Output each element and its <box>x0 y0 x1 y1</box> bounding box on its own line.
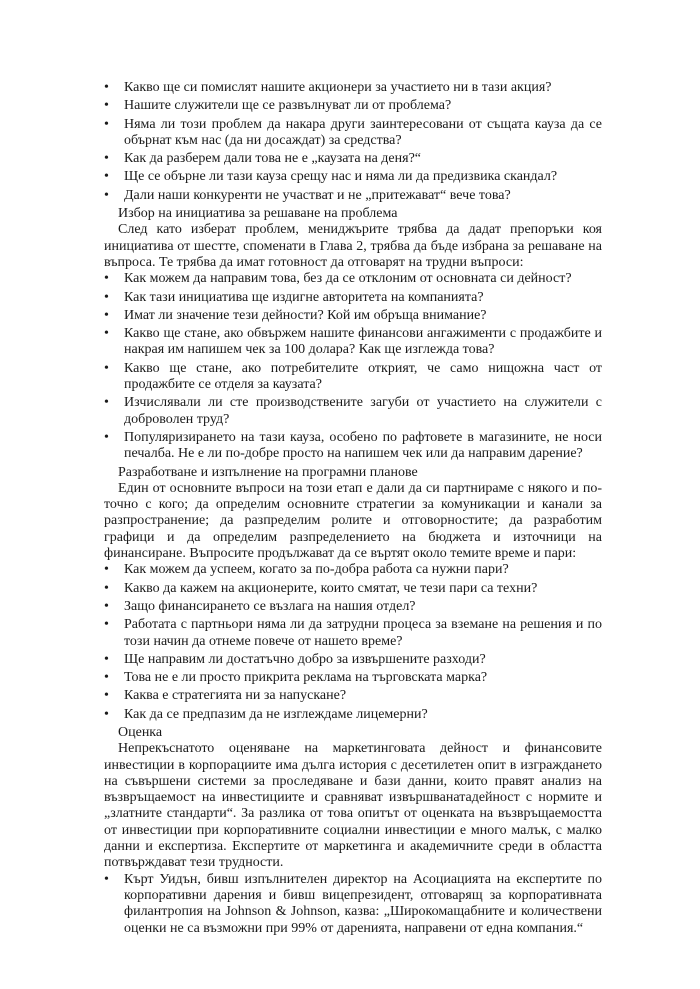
paragraph: Един от основните въпроси на този етап е дали да си партнираме с някого и по-точно с кого; да определим основните стратегии за комуникации и канали за разпространение; да разпределим ролите и отговорностите; да разработим графици и да определим разпределението на бюджета и източници на финансиране. Въпросите продължават да се въртят около темите време и пари: <box>104 480 602 562</box>
list-item: • Популяризирането на тази кауза, особено по рафтовете в магазините, не носи печалба. Не е ли по-добре просто на напишем чек или да направим дарение? <box>104 430 602 463</box>
list-item: • Как да се предпазим да не изглеждаме лицемерни? <box>104 707 602 723</box>
list-item: • Няма ли този проблем да накара други заинтересовани от същата кауза да се обърнат към нас (да ни досаждат) за средства? <box>104 117 602 150</box>
bullet-list-quote <box>104 872 602 937</box>
paragraph: След като изберат проблем, мениджърите трябва да дадат препоръки коя инициатива от шестте, споменати в Глава 2, трябва да бъде избрана за решаване на въпроса. Те трябва да имат готовност да отговарят на трудни въпроси: <box>104 222 602 270</box>
document-body <box>104 80 602 937</box>
list-item: • Това не е ли просто прикрита реклама на търговската марка? <box>104 670 602 686</box>
list-item: • Какво ще стане, ако потребителите открият, че само нищожна част от продажбите се отделя за каузата? <box>104 361 602 394</box>
section-heading: Разработване и изпълнение на програмни планове <box>118 464 418 480</box>
bullet-list-questions-initiative <box>104 271 602 462</box>
list-item: • Как да разберем дали това не е „каузата на деня?“ <box>104 151 602 167</box>
list-item: • Дали наши конкуренти не участват и не „притежават“ вече това? <box>104 188 602 204</box>
list-item: • Как тази инициатива ще издигне авторитета на компанията? <box>104 290 602 306</box>
list-item: • Ще направим ли достатъчно добро за извършените разходи? <box>104 652 602 668</box>
bullet-list-questions-money <box>104 562 602 723</box>
list-item: • Работата с партньори няма ли да затрудни процеса за вземане на решения и по този начин да отнеме повече от нашето време? <box>104 617 602 650</box>
bullet-list-questions-shareholders <box>104 80 602 204</box>
list-item: • Какво да кажем на акционерите, които смятат, че тези пари са техни? <box>104 581 602 597</box>
section-heading: Оценка <box>118 724 163 740</box>
list-item: • Кърт Уидън, бивш изпълнителен директор на Асоциацията на експертите по корпоративни дарения и бивш вицепрезидент, отговарящ за корпоративната филантропия на Johnson & Johnson, казва: „Широкомащабните и количествени оценки не са възможни при 99% от даренията, направени от една компания.“ <box>104 872 602 937</box>
list-item: • Ще се обърне ли тази кауза срещу нас и няма ли да предизвика скандал? <box>104 169 602 185</box>
list-item: • Как можем да успеем, когато за по-добра работа са нужни пари? <box>104 562 602 578</box>
list-item: • Имат ли значение тези дейности? Кой им обръща внимание? <box>104 308 602 324</box>
list-item: • Защо финансирането се възлага на нашия отдел? <box>104 599 602 615</box>
list-item: • Изчислявали ли сте производствените загуби от участието на служители с доброволен труд? <box>104 395 602 428</box>
list-item: • Каква е стратегията ни за напускане? <box>104 688 602 704</box>
list-item: • Нашите служители ще се развълнуват ли от проблема? <box>104 98 602 114</box>
paragraph: Непрекъснатото оценяване на маркетинговата дейност и финансовите инвестиции в корпорациите има дълга история с десетилетен опит в изграждането на съвършени системи за проследяване и бази данни, които правят анализ на възвръщаемост на инвестициите и сравняват извършванатадейност с нормите и „златните стандарти“. За разлика от това опитът от оценката на възвръщаемостта от инвестиции при корпоративните социални инвестиции е много малък, с малко данни и експертиза. Експертите от маркетинга и академичните среди в областта потвърждават тези трудности. <box>104 741 602 871</box>
list-item: • Какво ще стане, ако обвържем нашите финансови ангажименти с продажбите и накрая им напишем чек за 100 долара? Как ще изглежда това? <box>104 326 602 359</box>
list-item: • Какво ще си помислят нашите акционери за участието ни в тази акция? <box>104 80 602 96</box>
section-heading: Избор на инициатива за решаване на проблема <box>118 206 398 222</box>
list-item: • Как можем да направим това, без да се отклоним от основната си дейност? <box>104 271 602 287</box>
